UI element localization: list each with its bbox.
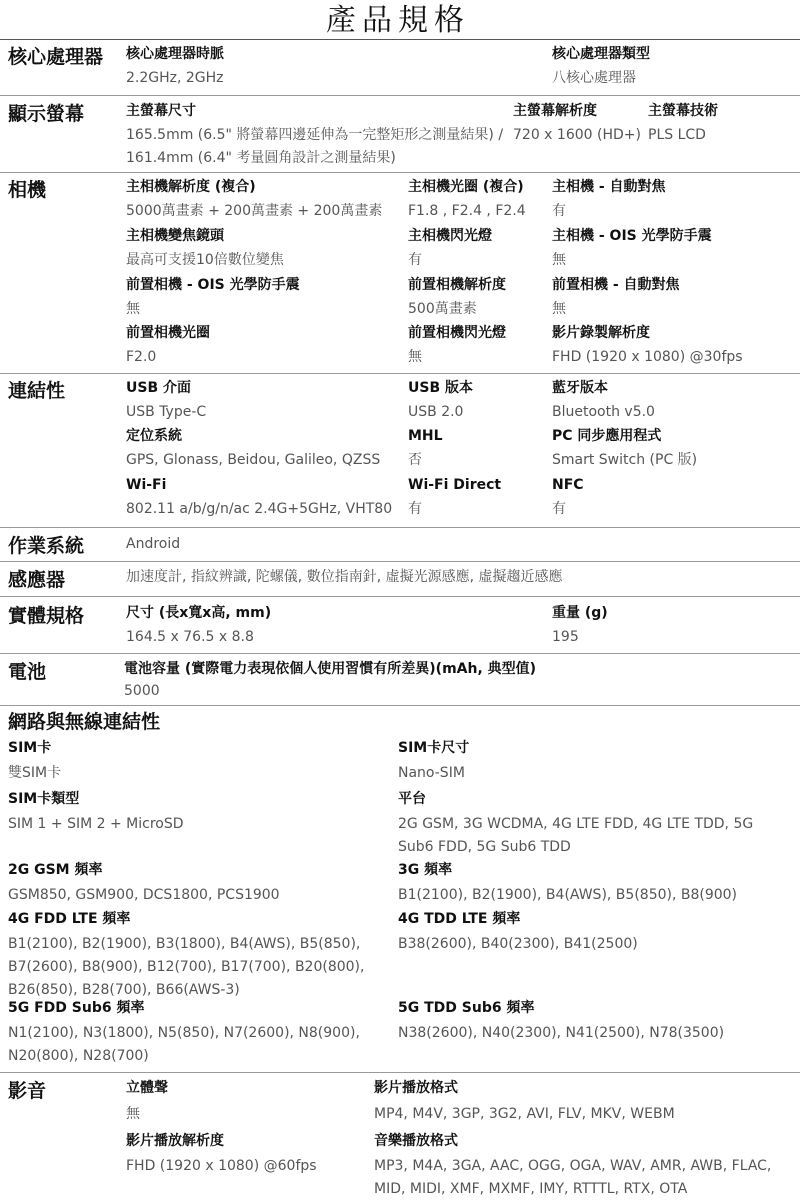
divider	[0, 705, 800, 706]
usb-interface-label: USB 介面	[126, 380, 191, 396]
rear-camera-ois-label: 主相機 - OIS 光學防手震	[552, 228, 712, 244]
bluetooth-label: 藍牙版本	[552, 380, 608, 396]
display-size-value: 165.5mm (6.5" 將螢幕四邊延伸為一完整矩形之測量結果) / 161.4mm (6.4" 考量圓角設計之測量結果)	[126, 127, 504, 166]
sim-label: SIM卡	[8, 740, 52, 756]
video-resolution-label: 影片錄製解析度	[552, 325, 650, 341]
location-label: 定位系統	[126, 428, 182, 444]
divider	[0, 527, 800, 528]
front-camera-aperture-value: F2.0	[126, 349, 157, 365]
display-tech-value: PLS LCD	[648, 127, 706, 143]
4g-fdd-label: 4G FDD LTE 頻率	[8, 911, 131, 927]
4g-tdd-value: B38(2600), B40(2300), B41(2500)	[398, 936, 638, 952]
front-camera-flash-value: 無	[408, 349, 422, 365]
rear-camera-ois-value: 無	[552, 252, 566, 268]
display-resolution-value: 720 x 1600 (HD+)	[513, 127, 641, 143]
rear-camera-zoom-label: 主相機變焦鏡頭	[126, 228, 224, 244]
audio-format-value: MP3, M4A, 3GA, AAC, OGG, OGA, WAV, AMR, AWB, FLAC, MID, MIDI, XMF, MXMF, IMY, RTTTL, RTX, OTA	[374, 1158, 772, 1197]
usb-interface-value: USB Type-C	[126, 404, 207, 420]
5g-tdd-label: 5G TDD Sub6 頻率	[398, 1000, 535, 1016]
pc-sync-label: PC 同步應用程式	[552, 428, 662, 444]
3g-label: 3G 頻率	[398, 862, 453, 878]
sim-value: 雙SIM卡	[8, 765, 62, 781]
weight-label: 重量 (g)	[552, 605, 608, 621]
rear-camera-aperture-label: 主相機光圈 (複合)	[408, 179, 524, 195]
rear-camera-resolution-value: 5000萬畫素 + 200萬畫素 + 200萬畫素	[126, 203, 383, 219]
5g-fdd-value: N1(2100), N3(1800), N5(850), N7(2600), N8(900), N20(800), N28(700)	[8, 1025, 360, 1064]
divider	[0, 1072, 800, 1073]
divider	[0, 653, 800, 654]
5g-fdd-label: 5G FDD Sub6 頻率	[8, 1000, 145, 1016]
section-sensors: 感應器	[8, 569, 66, 591]
front-camera-af-value: 無	[552, 301, 566, 317]
rear-camera-flash-label: 主相機閃光燈	[408, 228, 492, 244]
battery-capacity-label: 電池容量 (實際電力表現依個人使用習慣有所差異)(mAh, 典型值)	[124, 661, 537, 677]
section-av: 影音	[8, 1080, 47, 1102]
wifi-direct-value: 有	[408, 501, 422, 517]
sim-type-value: SIM 1 + SIM 2 + MicroSD	[8, 816, 184, 832]
audio-format-label: 音樂播放格式	[374, 1133, 458, 1149]
cpu-type-value: 八核心處理器	[552, 70, 636, 86]
usb-version-label: USB 版本	[408, 380, 473, 396]
5g-tdd-value: N38(2600), N40(2300), N41(2500), N78(3500)	[398, 1025, 725, 1041]
weight-value: 195	[552, 629, 579, 645]
front-camera-resolution-label: 前置相機解析度	[408, 277, 506, 293]
section-battery: 電池	[8, 661, 47, 683]
sensors-value: 加速度計, 指紋辨識, 陀螺儀, 數位指南針, 虛擬光源感應, 虛擬趨近感應	[126, 569, 563, 585]
divider	[0, 172, 800, 173]
sim-type-label: SIM卡類型	[8, 791, 80, 807]
section-physical: 實體規格	[8, 605, 85, 627]
front-camera-resolution-value: 500萬畫素	[408, 301, 477, 317]
front-camera-flash-label: 前置相機閃光燈	[408, 325, 506, 341]
rear-camera-af-label: 主相機 - 自動對焦	[552, 179, 666, 195]
platform-value: 2G GSM, 3G WCDMA, 4G LTE FDD, 4G LTE TDD, 5G Sub6 FDD, 5G Sub6 TDD	[398, 816, 754, 855]
display-resolution-label: 主螢幕解析度	[513, 103, 597, 119]
front-camera-aperture-label: 前置相機光圈	[126, 325, 210, 341]
nfc-value: 有	[552, 501, 566, 517]
front-camera-af-label: 前置相機 - 自動對焦	[552, 277, 680, 293]
cpu-speed-value: 2.2GHz, 2GHz	[126, 70, 224, 86]
wifi-direct-label: Wi-Fi Direct	[408, 477, 502, 493]
rear-camera-zoom-value: 最高可支援10倍數位變焦	[126, 252, 284, 268]
display-size-label: 主螢幕尺寸	[126, 103, 196, 119]
mhl-value: 否	[408, 452, 422, 468]
video-format-value: MP4, M4V, 3GP, 3G2, AVI, FLV, MKV, WEBM	[374, 1106, 675, 1122]
4g-fdd-value: B1(2100), B2(1900), B3(1800), B4(AWS), B5(850), B7(2600), B8(900), B12(700), B17(700), B20(800), B26(850), B28(700), B66(AWS-3)	[8, 936, 365, 998]
rear-camera-aperture-value: F1.8 , F2.4 , F2.4	[408, 203, 526, 219]
3g-value: B1(2100), B2(1900), B4(AWS), B5(850), B8(900)	[398, 887, 738, 903]
wifi-value: 802.11 a/b/g/n/ac 2.4G+5GHz, VHT80	[126, 501, 393, 517]
sim-size-label: SIM卡尺寸	[398, 740, 470, 756]
video-playback-label: 影片播放解析度	[126, 1133, 224, 1149]
battery-capacity-value: 5000	[124, 683, 160, 699]
os-value: Android	[126, 536, 181, 552]
cpu-type-label: 核心處理器類型	[552, 46, 650, 62]
stereo-label: 立體聲	[126, 1080, 168, 1096]
location-value: GPS, Glonass, Beidou, Galileo, QZSS	[126, 452, 381, 468]
usb-version-value: USB 2.0	[408, 404, 464, 420]
divider	[0, 95, 800, 96]
rear-camera-flash-value: 有	[408, 252, 422, 268]
divider	[0, 596, 800, 597]
video-format-label: 影片播放格式	[374, 1080, 458, 1096]
page-title: 產品規格	[326, 3, 470, 38]
dimensions-value: 164.5 x 76.5 x 8.8	[126, 629, 254, 645]
dimensions-label: 尺寸 (長x寬x高, mm)	[126, 605, 272, 621]
rear-camera-af-value: 有	[552, 203, 566, 219]
wifi-label: Wi-Fi	[126, 477, 167, 493]
section-camera: 相機	[8, 179, 47, 201]
stereo-value: 無	[126, 1106, 140, 1122]
section-connectivity: 連結性	[8, 380, 66, 402]
4g-tdd-label: 4G TDD LTE 頻率	[398, 911, 521, 927]
video-playback-value: FHD (1920 x 1080) @60fps	[126, 1158, 317, 1174]
divider	[0, 39, 800, 40]
display-tech-label: 主螢幕技術	[648, 103, 718, 119]
divider	[0, 561, 800, 562]
gsm-value: GSM850, GSM900, DCS1800, PCS1900	[8, 887, 280, 903]
gsm-label: 2G GSM 頻率	[8, 862, 103, 878]
nfc-label: NFC	[552, 477, 584, 493]
video-resolution-value: FHD (1920 x 1080) @30fps	[552, 349, 743, 365]
platform-label: 平台	[398, 791, 426, 807]
sim-size-value: Nano-SIM	[398, 765, 465, 781]
divider	[0, 373, 800, 374]
mhl-label: MHL	[408, 428, 443, 444]
front-camera-ois-label: 前置相機 - OIS 光學防手震	[126, 277, 300, 293]
rear-camera-resolution-label: 主相機解析度 (複合)	[126, 179, 256, 195]
section-display: 顯示螢幕	[8, 103, 85, 125]
section-network: 網路與無線連結性	[8, 711, 161, 733]
front-camera-ois-value: 無	[126, 301, 140, 317]
section-os: 作業系統	[8, 535, 85, 557]
section-cpu: 核心處理器	[8, 46, 104, 68]
cpu-speed-label: 核心處理器時脈	[126, 46, 224, 62]
pc-sync-value: Smart Switch (PC 版)	[552, 452, 698, 468]
bluetooth-value: Bluetooth v5.0	[552, 404, 655, 420]
